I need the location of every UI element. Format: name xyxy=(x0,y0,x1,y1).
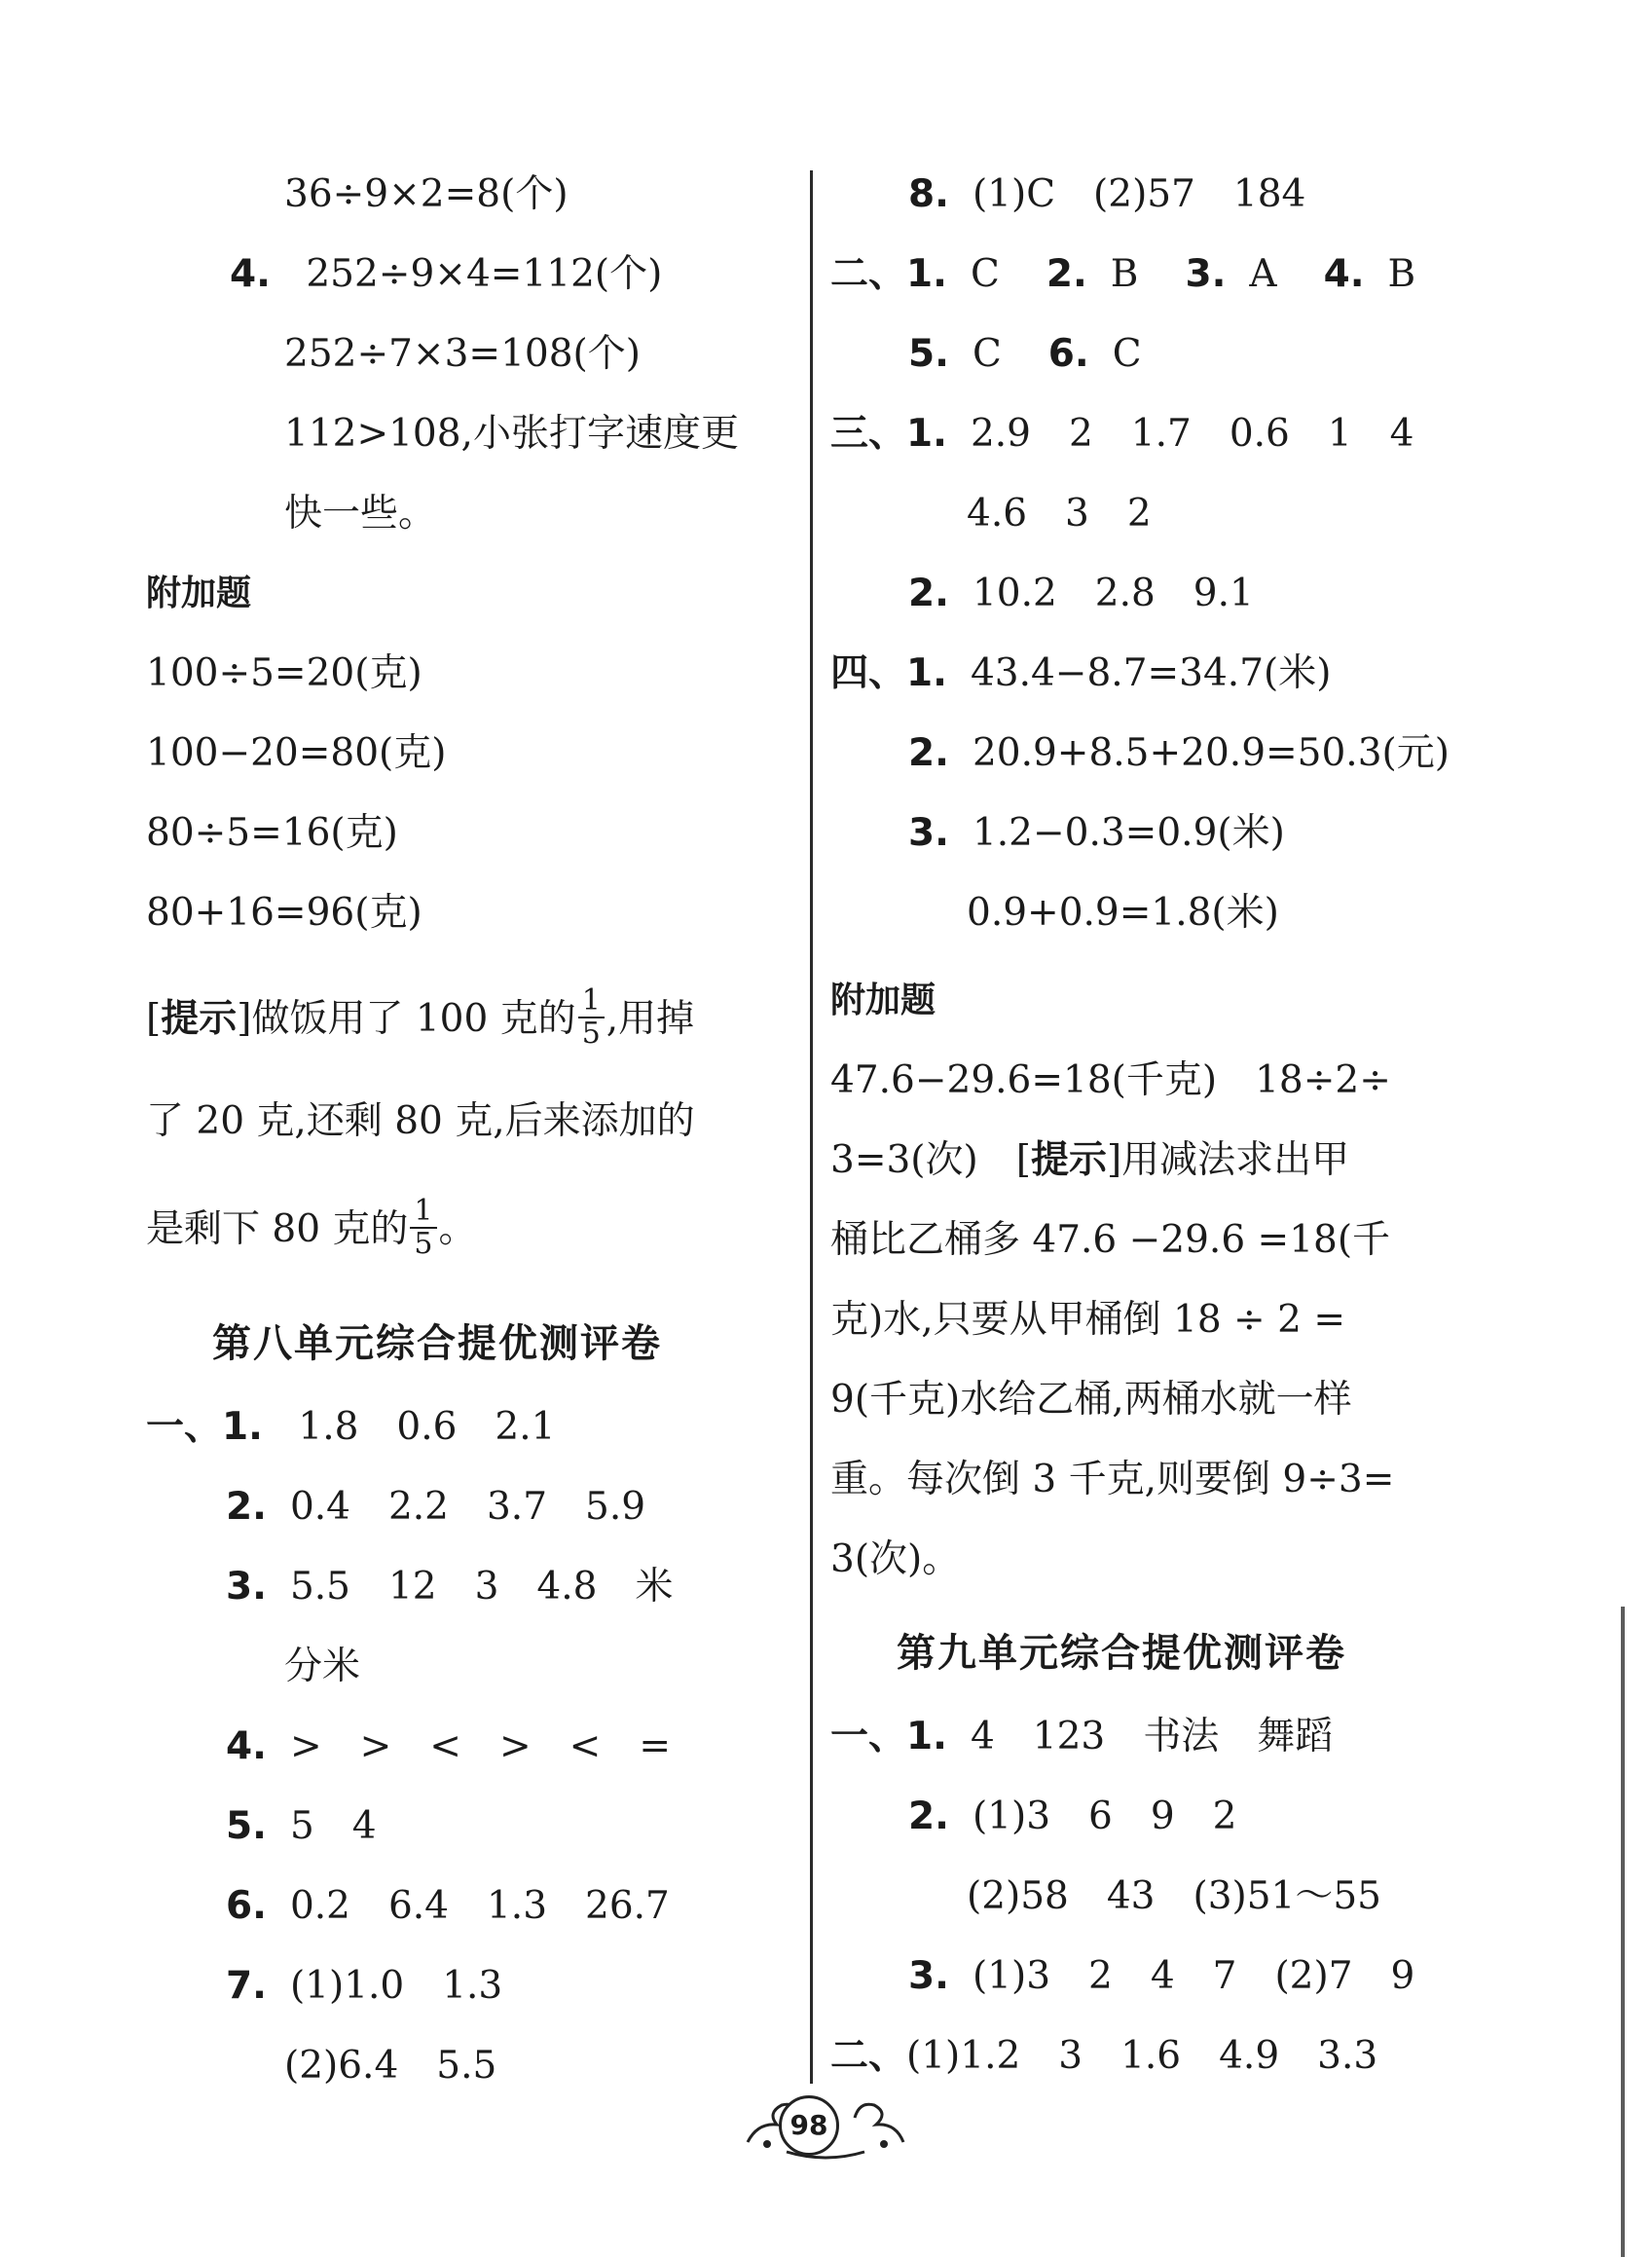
answer-line: 2. 20.9+8.5+20.9=50.3(元) xyxy=(908,731,1450,775)
answer-line: 2. (1)3 6 9 2 xyxy=(908,1794,1237,1838)
question-number: 2. xyxy=(908,1794,949,1838)
answer-line: 4.6 3 2 xyxy=(967,492,1152,536)
answer-line: 6. 0.2 6.4 1.3 26.7 xyxy=(226,1884,670,1928)
question-number: 8. xyxy=(908,172,949,216)
answer-line: 5. C 6. C xyxy=(908,332,1142,376)
column-divider xyxy=(810,170,813,2084)
question-number: 4. xyxy=(226,1724,267,1768)
answer-line: (2)58 43 (3)51～55 xyxy=(967,1874,1381,1918)
question-number: 5. xyxy=(226,1804,267,1848)
answer-line: 快一些。 xyxy=(284,492,437,536)
answer-line: 8. (1)C (2)57 184 xyxy=(908,172,1306,216)
section-title: 第九单元综合提优测评卷 xyxy=(897,1631,1346,1676)
question-number: 4. xyxy=(230,252,271,296)
answer-line: 二、1. C 2. B 3. A 4. B xyxy=(830,252,1416,296)
bonus-heading: 附加题 xyxy=(146,574,252,613)
question-number: 2. xyxy=(908,572,949,615)
answer-line: 一、1. 1.8 0.6 2.1 xyxy=(146,1405,556,1449)
bonus-line: 80+16=96(克) xyxy=(146,891,422,935)
answer-line: 7. (1)1.0 1.3 xyxy=(226,1964,503,2008)
answer-line: (2)6.4 5.5 xyxy=(284,2044,497,2088)
bonus-line: 桶比乙桶多 47.6 −29.6 =18(千 xyxy=(830,1218,1391,1262)
bonus-line: 100−20=80(克) xyxy=(146,731,447,775)
fraction: $\frac{1}{5}$ xyxy=(578,985,605,1050)
bonus-line: 3(次)。 xyxy=(830,1537,961,1581)
question-number: 3. xyxy=(908,1954,949,1998)
answer-line: 0.9+0.9=1.8(米) xyxy=(967,891,1279,935)
question-number: 7. xyxy=(226,1964,267,2008)
answer-line: 二、(1)1.2 3 1.6 4.9 3.3 xyxy=(830,2034,1378,2078)
answer-line: 4. > > < > < = xyxy=(226,1724,672,1768)
answer-line: 三、1. 2.9 2 1.7 0.6 1 4 xyxy=(830,412,1414,456)
answer-line: 四、1. 43.4−8.7=34.7(米) xyxy=(830,651,1332,695)
page-edge-shadow xyxy=(1621,1607,1625,2257)
answer-line: 4. 252÷9×4=112(个) xyxy=(230,252,663,296)
question-number: 2. xyxy=(908,731,949,775)
answer-line: 36÷9×2=8(个) xyxy=(284,172,569,216)
question-number: 2. xyxy=(226,1485,267,1529)
answer-line: 3. (1)3 2 4 7 (2)7 9 xyxy=(908,1954,1415,1998)
bonus-line: 80÷5=16(克) xyxy=(146,811,398,855)
fraction: $\frac{1}{5}$ xyxy=(410,1196,436,1260)
section-title: 第八单元综合提优测评卷 xyxy=(212,1321,662,1366)
hint-label: 提示 xyxy=(161,997,238,1041)
bonus-heading: 附加题 xyxy=(830,980,936,1020)
hint-label: 提示 xyxy=(1030,1138,1107,1182)
hint-line: 了 20 克,还剩 80 克,后来添加的 xyxy=(146,1099,695,1143)
answer-line: 5. 5 4 xyxy=(226,1804,377,1848)
question-number: 3. xyxy=(226,1565,267,1609)
bonus-line: 重。每次倒 3 千克,则要倒 9÷3= xyxy=(830,1458,1395,1501)
hint-line: [提示]做饭用了 100 克的 $\frac{1}{5}$ ,用掉 xyxy=(146,983,695,1051)
question-number: 3. xyxy=(908,811,949,855)
bonus-line: 3=3(次) [提示]用减法求出甲 xyxy=(830,1138,1350,1182)
question-number: 6. xyxy=(226,1884,267,1928)
answer-line: 2. 0.4 2.2 3.7 5.9 xyxy=(226,1485,646,1529)
bonus-line: 克)水,只要从甲桶倒 18 ÷ 2 = xyxy=(830,1298,1345,1342)
page-number: 98 xyxy=(779,2095,839,2156)
bonus-line: 9(千克)水给乙桶,两桶水就一样 xyxy=(830,1378,1352,1422)
bonus-line: 47.6−29.6=18(千克) 18÷2÷ xyxy=(830,1058,1391,1102)
answer-line: 3. 5.5 12 3 4.8 米 xyxy=(226,1565,674,1609)
answer-line: 252÷7×3=108(个) xyxy=(284,332,641,376)
answer-line: 2. 10.2 2.8 9.1 xyxy=(908,572,1254,615)
answer-line: 分米 xyxy=(284,1645,361,1688)
answer-line: 112>108,小张打字速度更 xyxy=(284,412,739,456)
bonus-line: 100÷5=20(克) xyxy=(146,651,422,695)
answer-line: 一、1. 4 123 书法 舞蹈 xyxy=(830,1715,1334,1758)
question-number: 1. xyxy=(222,1405,263,1449)
answer-line: 3. 1.2−0.3=0.9(米) xyxy=(908,811,1285,855)
hint-line: 是剩下 80 克的 $\frac{1}{5}$ 。 xyxy=(146,1194,477,1261)
